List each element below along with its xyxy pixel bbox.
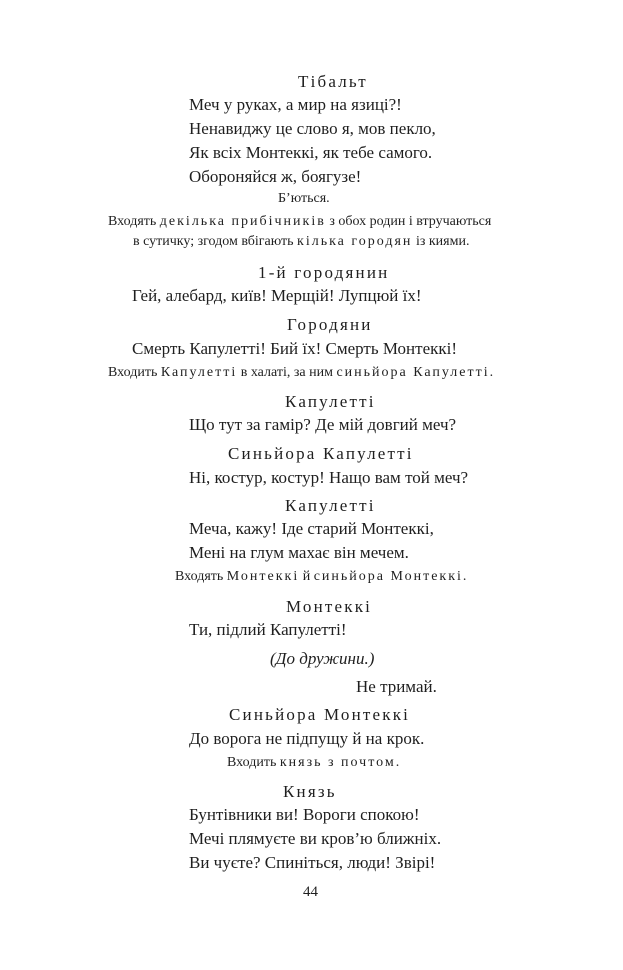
speaker-citizens: Городяни	[287, 315, 373, 334]
speaker-tybalt: Тібальт	[298, 72, 368, 91]
stage-direction-enter-citizens: в сутичку; згодом вбігають кілька городян із киями.	[133, 234, 470, 249]
verse-line: Обороняйся ж, боягузе!	[189, 167, 362, 186]
stage-direction-enter-montague: Входять Монтеккі й синьйора Монтеккі.	[175, 569, 469, 584]
verse-line: Ненавиджу це слово я, мов пекло,	[189, 119, 436, 138]
stage-direction-enter-prince: Входить князь з почтом.	[227, 755, 402, 770]
stage-direction-fight: Б’ються.	[278, 191, 330, 206]
speaker-lady-capulet: Синьйора Капулетті	[228, 444, 414, 463]
verse-line: Ні, костур, костур! Нащо вам той меч?	[189, 468, 469, 487]
page-number: 44	[303, 884, 318, 900]
verse-line: Бунтівники ви! Вороги спокою!	[189, 805, 420, 824]
verse-line: Ти, підлий Капулетті!	[189, 620, 347, 639]
verse-line: Меча, кажу! Іде старий Монтеккі,	[189, 519, 434, 538]
verse-line: Не тримай.	[356, 677, 437, 696]
speaker-first-citizen: 1-й городянин	[258, 263, 390, 282]
verse-line: Ви чуєте? Спиніться, люди! Звірі!	[189, 853, 436, 872]
verse-line: Що тут за гамір? Де мій довгий меч?	[189, 415, 457, 434]
verse-line: Мені на глум махає він мечем.	[189, 543, 409, 562]
verse-line: До ворога не підпущу й на крок.	[189, 729, 425, 748]
verse-line: Смерть Капулетті! Бий їх! Смерть Монтеккі!	[132, 339, 458, 358]
speaker-prince: Князь	[283, 782, 337, 801]
speaker-montague: Монтеккі	[286, 597, 373, 616]
verse-line: Меч у руках, а мир на язиці?!	[189, 95, 402, 114]
speaker-capulet: Капулетті	[285, 392, 376, 411]
aside-direction: (До дружини.)	[270, 649, 375, 668]
verse-line: Гей, алебард, київ! Мерщій! Лупцюй їх!	[132, 286, 422, 305]
speaker-lady-montague: Синьйора Монтеккі	[229, 705, 411, 724]
stage-direction-enter-followers: Входять декілька прибічників з обох родин і втручаються	[108, 214, 492, 229]
stage-direction-enter-capulet: Входить Капулетті в халаті, за ним синьйора Капулетті.	[108, 365, 496, 380]
speaker-capulet: Капулетті	[285, 496, 376, 515]
verse-line: Мечі плямуєте ви кров’ю ближніх.	[189, 829, 442, 848]
verse-line: Як всіх Монтеккі, як тебе самого.	[189, 143, 433, 162]
